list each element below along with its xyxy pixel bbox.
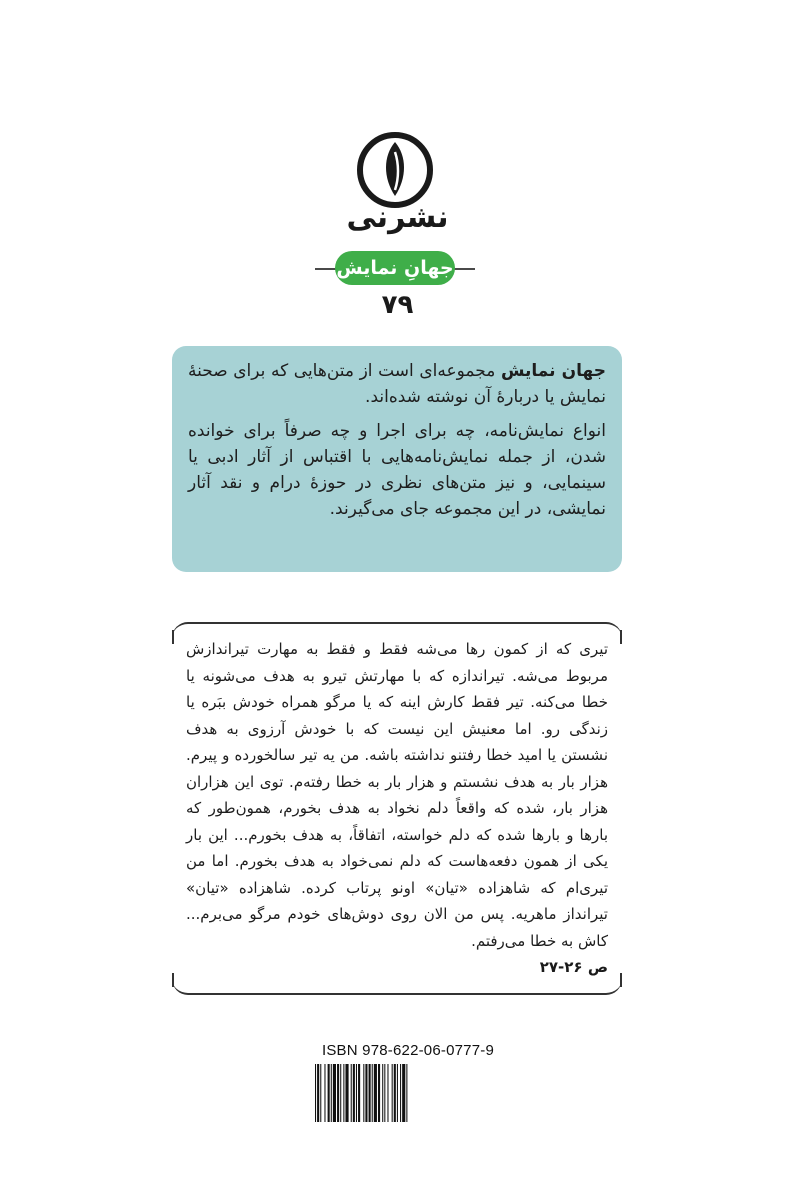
series-description-text: مجموعه‌ای است از متن‌هایی که برای صحنهٔ نمایش یا دربارهٔ آن نوشته شده‌اند. (188, 361, 606, 407)
publisher-logo-icon (355, 130, 435, 210)
series-description-lead: جهان نمایش (500, 361, 606, 381)
publisher-name: نشرنی (346, 200, 449, 235)
series-number: ۷۹ (381, 290, 414, 320)
series-description-paragraph: انواع نمایش‌نامه، چه برای اجرا و چه صرفاً برای خوانده شدن، از جمله نمایش‌نامه‌هایی با اقتباس از آثار ادبی یا سینمایی، و نیز متن‌های نظری در حوزهٔ درام و نقد آثار نمایشی، در این مجموعه جای می‌گیرند. (188, 421, 606, 519)
series-description-box (172, 346, 622, 572)
excerpt-page-reference: ص ۲۶-۲۷ (539, 958, 608, 976)
series-badge (315, 248, 475, 288)
excerpt-quote: تیری که از کمون رها می‌شه فقط و فقط به مهارت تیراندازش مربوط می‌شه. تیرانداز‌ه که با مهارتش تیرو به هدف می‌شونه یا خطا می‌کنه. تیر فقط کارش اینه که یا مرگو همراه خودش ببَره یا زندگی رو. اما معنیش این نیست که با خودش آرزوی به هدف نشستن یا امید خطا رفتنو نداشته باشه. من یه تیر سالخورده و پیرم. هزار بار به هدف نشستم و هزار بار به خطا رفته‌م. توی این هزاران هزار بار، شده که واقعاً دلم نخواد به هدف بخورم، همون‌طور که بارها و بارها شده که دلم خواسته، اتفاقاً، به هدف بخورم... این بار یکی از همون دفعه‌هاست که دلم نمی‌خواد به هدف بخورم. اما من تیری‌ام که شاهزاده «تیان» اونو پرتاب کرده. شاهزاده «تیان» تیرانداز ماهریه. پس من الان روی دوش‌های خودم مرگو می‌برم... کاش به خطا می‌رفتم. (186, 640, 608, 950)
isbn-barcode-block (313, 1042, 503, 1122)
series-name: جهانِ نمایش (335, 251, 455, 285)
isbn-label: ISBN 978-622-06-0777-9 (321, 1042, 494, 1059)
barcode-icon (313, 1064, 503, 1122)
